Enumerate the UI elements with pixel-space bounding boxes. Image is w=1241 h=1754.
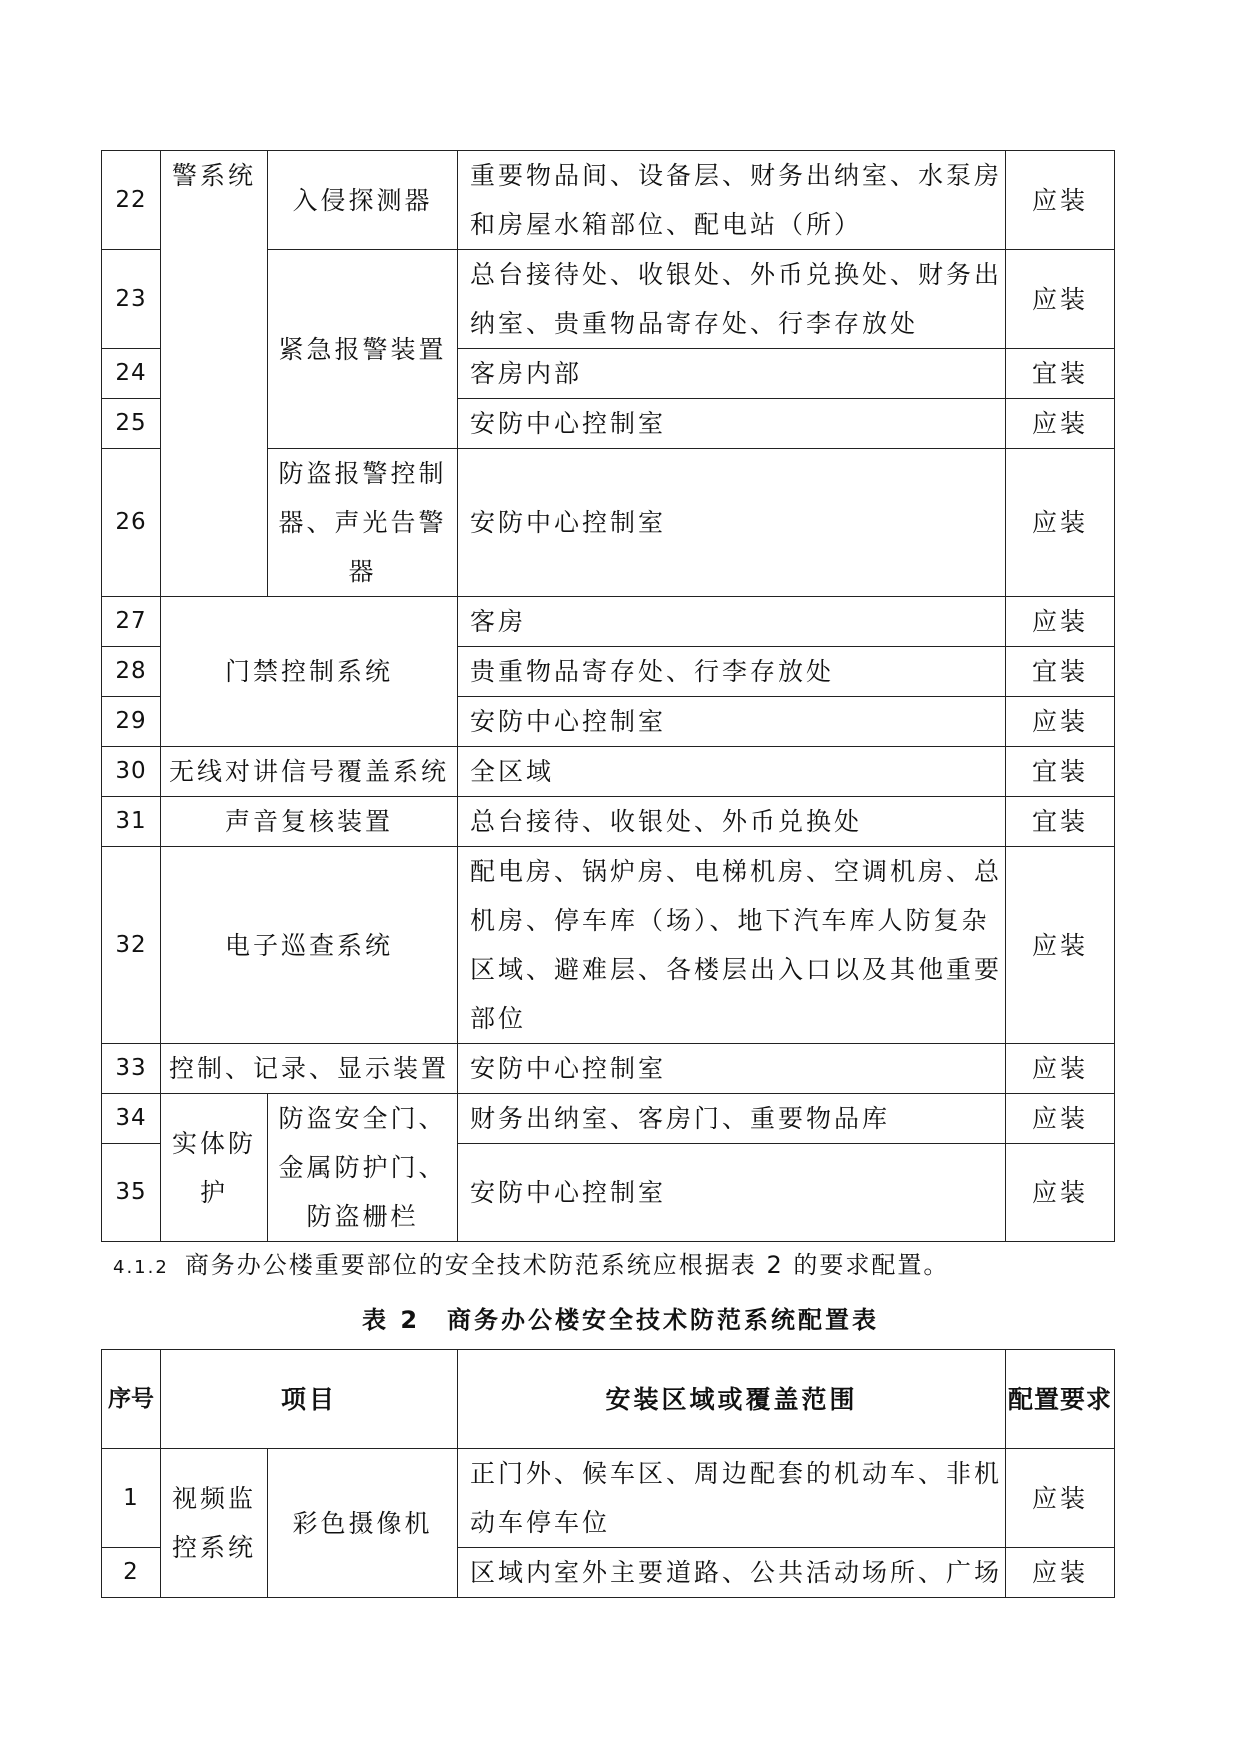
area-cell: 安防中心控制室 xyxy=(458,399,1006,449)
item-cell: 紧急报警装置 xyxy=(268,250,458,449)
table-row xyxy=(102,797,1115,847)
system-cell: 电子巡查系统 xyxy=(161,847,458,1044)
area-cell: 客房 xyxy=(458,597,1006,647)
area-cell: 客房内部 xyxy=(458,349,1006,399)
clause-text: 商务办公楼重要部位的安全技术防范系统应根据表 2 的要求配置。 xyxy=(184,1251,950,1279)
table-row xyxy=(102,1094,1115,1144)
row-number: 33 xyxy=(102,1044,161,1094)
config-table-2 xyxy=(101,1349,1115,1598)
area-cell: 总台接待、收银处、外币兑换处 xyxy=(458,797,1006,847)
area-cell: 正门外、候车区、周边配套的机动车、非机动车停车位 xyxy=(458,1449,1006,1548)
header-item: 项目 xyxy=(161,1350,458,1449)
system-cell: 控制、记录、显示装置 xyxy=(161,1044,458,1094)
system-cell: 声音复核装置 xyxy=(161,797,458,847)
row-number: 26 xyxy=(102,449,161,597)
requirement-cell: 应装 xyxy=(1006,697,1115,747)
item-cell: 防盗报警控制器、声光告警器 xyxy=(268,449,458,597)
requirement-cell: 宜装 xyxy=(1006,647,1115,697)
table-row xyxy=(102,847,1115,1044)
requirement-cell: 应装 xyxy=(1006,151,1115,250)
requirement-cell: 宜装 xyxy=(1006,747,1115,797)
item-cell: 防盗安全门、金属防护门、防盗栅栏 xyxy=(268,1094,458,1242)
requirement-cell: 应装 xyxy=(1006,597,1115,647)
table-caption: 表 2 商务办公楼安全技术防范系统配置表 xyxy=(361,1306,880,1334)
clause-paragraph xyxy=(113,1245,949,1280)
area-cell: 贵重物品寄存处、行李存放处 xyxy=(458,647,1006,697)
requirement-cell: 应装 xyxy=(1006,399,1115,449)
table-row xyxy=(102,151,1115,250)
requirement-cell: 应装 xyxy=(1006,1094,1115,1144)
system-group-cell: 警系统 xyxy=(161,151,268,597)
row-number: 27 xyxy=(102,597,161,647)
requirement-cell: 应装 xyxy=(1006,1044,1115,1094)
row-number: 24 xyxy=(102,349,161,399)
requirement-cell: 应装 xyxy=(1006,847,1115,1044)
row-number: 34 xyxy=(102,1094,161,1144)
table-header-row xyxy=(102,1350,1115,1449)
table-row xyxy=(102,747,1115,797)
row-number: 28 xyxy=(102,647,161,697)
row-number: 23 xyxy=(102,250,161,349)
area-cell: 安防中心控制室 xyxy=(458,697,1006,747)
row-number: 2 xyxy=(102,1548,161,1598)
system-cell: 无线对讲信号覆盖系统 xyxy=(161,747,458,797)
item-cell: 彩色摄像机 xyxy=(268,1449,458,1598)
area-cell: 财务出纳室、客房门、重要物品库 xyxy=(458,1094,1006,1144)
area-cell: 配电房、锅炉房、电梯机房、空调机房、总机房、停车库（场）、地下汽车库人防复杂区域、避难层、各楼层出入口以及其他重要部位 xyxy=(458,847,1006,1044)
config-table-1 xyxy=(101,150,1115,1242)
system-group-cell: 视频监控系统 xyxy=(161,1449,268,1598)
requirement-cell: 应装 xyxy=(1006,449,1115,597)
row-number: 32 xyxy=(102,847,161,1044)
system-group-cell: 实体防护 xyxy=(161,1094,268,1242)
row-number: 1 xyxy=(102,1449,161,1548)
header-requirement: 配置要求 xyxy=(1006,1350,1115,1449)
item-cell: 入侵探测器 xyxy=(268,151,458,250)
requirement-cell: 应装 xyxy=(1006,1144,1115,1242)
header-area: 安装区域或覆盖范围 xyxy=(458,1350,1006,1449)
row-number: 31 xyxy=(102,797,161,847)
system-cell: 门禁控制系统 xyxy=(161,597,458,747)
row-number: 35 xyxy=(102,1144,161,1242)
row-number: 30 xyxy=(102,747,161,797)
area-cell: 安防中心控制室 xyxy=(458,1044,1006,1094)
requirement-cell: 宜装 xyxy=(1006,797,1115,847)
requirement-cell: 宜装 xyxy=(1006,349,1115,399)
table-row xyxy=(102,1449,1115,1548)
row-number: 25 xyxy=(102,399,161,449)
requirement-cell: 应装 xyxy=(1006,1449,1115,1548)
area-cell: 全区域 xyxy=(458,747,1006,797)
requirement-cell: 应装 xyxy=(1006,250,1115,349)
area-cell: 总台接待处、收银处、外币兑换处、财务出纳室、贵重物品寄存处、行李存放处 xyxy=(458,250,1006,349)
area-cell: 重要物品间、设备层、财务出纳室、水泵房和房屋水箱部位、配电站（所） xyxy=(458,151,1006,250)
area-cell: 区域内室外主要道路、公共活动场所、广场 xyxy=(458,1548,1006,1598)
header-number: 序号 xyxy=(102,1350,161,1449)
clause-number: 4.1.2 xyxy=(113,1257,169,1278)
table-row xyxy=(102,1044,1115,1094)
requirement-cell: 应装 xyxy=(1006,1548,1115,1598)
row-number: 22 xyxy=(102,151,161,250)
row-number: 29 xyxy=(102,697,161,747)
area-cell: 安防中心控制室 xyxy=(458,449,1006,597)
table-row xyxy=(102,597,1115,647)
area-cell: 安防中心控制室 xyxy=(458,1144,1006,1242)
